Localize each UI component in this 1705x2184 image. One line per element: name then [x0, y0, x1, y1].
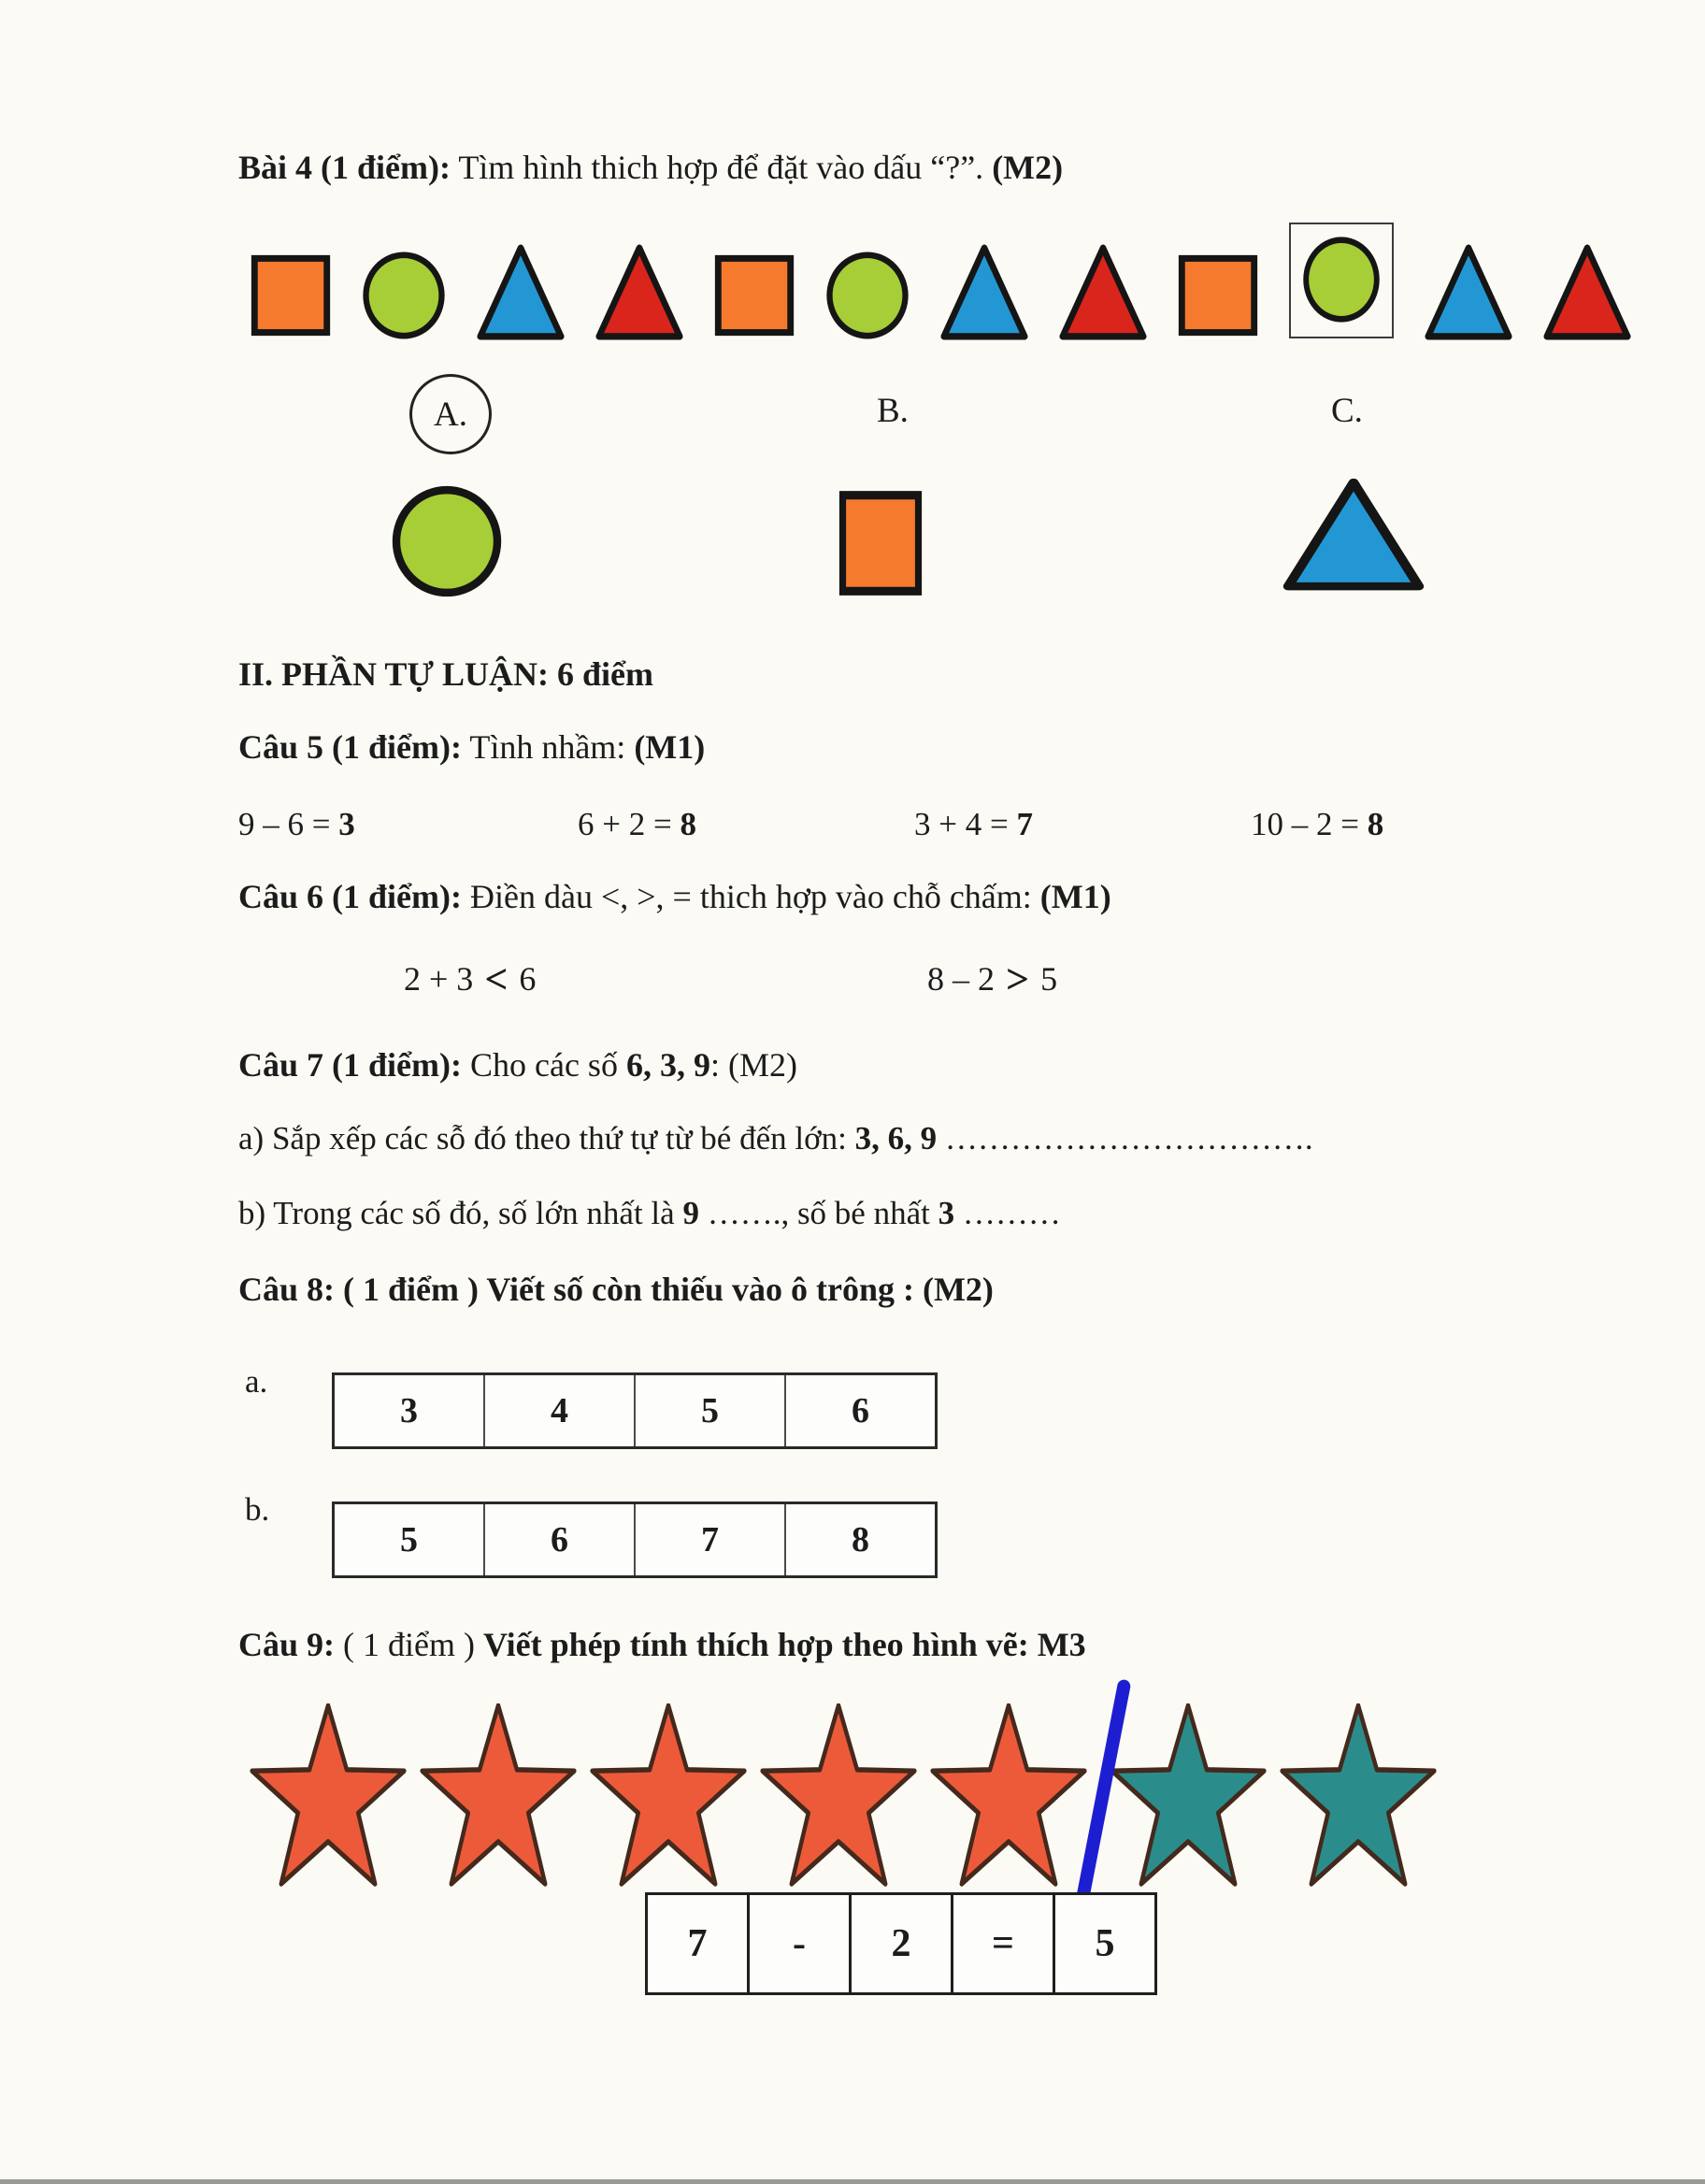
option-a-label: A.: [434, 395, 467, 434]
cau7-numbers: 6, 3, 9: [625, 1046, 710, 1084]
red-triangle: [1059, 243, 1147, 340]
bai4-title-label: Bài 4 (1 điểm):: [238, 149, 451, 186]
cau8-heading: Câu 8: ( 1 điểm ) Viết số còn thiếu vào ô trông : (M2): [238, 1271, 994, 1308]
cau5-equation-3: [914, 806, 1033, 843]
cau5-tag: (M1): [634, 728, 706, 766]
table-cell: -: [750, 1895, 852, 1992]
triangle-shape: [1425, 243, 1512, 340]
table-cell: 5: [1095, 1922, 1115, 1965]
red-star-icon: [755, 1703, 922, 1890]
equation-answer: 8: [1367, 806, 1384, 842]
table-cell: 6: [852, 1391, 869, 1430]
cau6-tag: (M1): [1039, 878, 1111, 915]
teal-star-icon: [1275, 1703, 1441, 1890]
blue-triangle: [940, 243, 1028, 340]
cau7-part-b: [238, 1195, 1061, 1232]
cau7-part-a: [238, 1120, 1313, 1157]
scan-edge: [0, 2179, 1705, 2184]
equation-expression: 9 – 6 =: [238, 806, 339, 842]
cau5-equation-2: [578, 806, 696, 843]
stars-illustration: [245, 1703, 1441, 1894]
cau7-tail: : (M2): [709, 1046, 797, 1084]
table-cell: =: [953, 1895, 1055, 1992]
triangle-shape: [1059, 243, 1147, 340]
blue-triangle: [1425, 243, 1512, 340]
triangle-shape: [1543, 243, 1631, 340]
part-b-text: b) Trong các số đó, số lớn nhất là: [238, 1195, 683, 1231]
part-b-answer-largest: 9: [682, 1195, 699, 1231]
table-cell: 8: [852, 1520, 869, 1559]
bai4-title: [238, 148, 1063, 187]
bai4-title-tag: (M2): [992, 149, 1064, 186]
cau5-equation-1: [238, 806, 355, 843]
cau7-heading: [238, 1045, 797, 1085]
red-triangle: [1543, 243, 1631, 340]
cau7-text: Cho các số: [461, 1046, 626, 1084]
table-cell: 5: [636, 1375, 786, 1446]
teal-star-icon: [1105, 1703, 1271, 1890]
red-star-icon: [245, 1703, 411, 1890]
square-shape: [251, 254, 331, 337]
cau8-row-a-label: a.: [245, 1363, 268, 1400]
comparison-right: 6: [519, 960, 537, 998]
green-circle: [825, 251, 910, 340]
equation-answer: 8: [680, 806, 696, 842]
part-b-dotted-line: …….,: [698, 1195, 790, 1231]
equation-expression: 3 + 4 =: [914, 806, 1017, 842]
part-b-answer-smallest: 3: [938, 1195, 955, 1231]
option-a-circle: [409, 374, 492, 454]
comparison-left: 2 + 3: [404, 960, 474, 998]
part-b-dotted-line-2: ………: [954, 1195, 1061, 1231]
cau9-text: ( 1 điểm ): [335, 1626, 483, 1663]
teal-star-group: [1105, 1703, 1441, 1890]
comparison-operator: >: [1006, 956, 1030, 1002]
number-strip-b: [332, 1502, 938, 1578]
part-a-text: a) Sắp xếp các sỗ đó theo thứ tự từ bé đến lớn:: [238, 1120, 855, 1157]
cau6-label: Câu 6 (1 điểm):: [238, 878, 462, 915]
option-c-label: C.: [1331, 392, 1363, 430]
part-b-text-2: số bé nhất: [789, 1195, 938, 1231]
cau8-row-b-label: b.: [245, 1491, 270, 1528]
green-circle: [362, 251, 446, 340]
cau7-label: Câu 7 (1 điểm):: [238, 1046, 462, 1084]
red-star-icon: [585, 1703, 752, 1890]
option-a-shape-green-circle: [391, 484, 503, 598]
equation-boxes: [645, 1892, 1157, 1995]
cau6-heading: [238, 877, 1111, 916]
orange-square: [714, 254, 795, 340]
equation-answer: 3: [338, 806, 355, 842]
red-star-icon: [415, 1703, 581, 1890]
blue-triangle: [477, 243, 565, 340]
red-triangle: [595, 243, 683, 340]
cau6-comparison-2: [927, 956, 1057, 1003]
option-c-shape-blue-triangle: [1282, 477, 1425, 591]
option-b-shape-orange-square: [838, 490, 923, 596]
triangle-shape: [595, 243, 683, 340]
comparison-operator: <: [484, 956, 509, 1002]
table-cell: 2: [852, 1895, 953, 1992]
orange-square: [251, 254, 331, 340]
cau5-heading: [238, 727, 705, 767]
number-strip-a: [332, 1372, 938, 1449]
table-cell: 7: [636, 1504, 786, 1575]
cau6-comparison-1: [404, 956, 536, 1003]
triangle-shape: [940, 243, 1028, 340]
circle-shape: [362, 251, 446, 340]
cau9-heading: [238, 1625, 1086, 1664]
equation-answer: 7: [1016, 806, 1033, 842]
green-circle-boxed-answer: [1289, 223, 1394, 338]
option-b-label: B.: [877, 392, 909, 430]
orange-square: [1178, 254, 1258, 340]
square-shape: [714, 254, 795, 337]
red-star-group: [245, 1703, 1092, 1890]
table-cell: 3: [335, 1375, 485, 1446]
table-cell: 7: [648, 1895, 750, 1992]
triangle-shape: [477, 243, 565, 340]
cau5-equation-4: [1251, 806, 1383, 843]
part-a-answer: 3, 6, 9: [854, 1120, 938, 1157]
table-cell: 4: [485, 1375, 636, 1446]
shape-sequence: [251, 221, 1634, 340]
circle-shape: [1302, 236, 1381, 323]
comparison-left: 8 – 2: [927, 960, 995, 998]
equation-expression: 6 + 2 =: [578, 806, 681, 842]
cau6-text: Điền dàu <, >, = thich hợp vào chỗ chấm:: [461, 878, 1040, 915]
red-star-icon: [925, 1703, 1092, 1890]
circle-shape: [825, 251, 910, 340]
section2-heading: II. PHẦN TỰ LUẬN: 6 điểm: [238, 655, 654, 693]
table-cell: 5: [335, 1504, 485, 1575]
cau9-label: Câu 9:: [238, 1626, 336, 1663]
table-cell: 6: [485, 1504, 636, 1575]
bai4-title-text: Tìm hình thich hợp để đặt vào dấu “?”.: [450, 149, 993, 186]
cau9-bold-text: Viết phép tính thích hợp theo hình vẽ: M3: [482, 1626, 1086, 1663]
comparison-right: 5: [1040, 960, 1058, 998]
cau5-text: Tình nhầm:: [461, 728, 635, 766]
part-a-dotted-line: …………………………….: [937, 1120, 1313, 1157]
cau5-label: Câu 5 (1 điểm):: [238, 728, 462, 766]
equation-expression: 10 – 2 =: [1251, 806, 1368, 842]
square-shape: [1178, 254, 1258, 337]
